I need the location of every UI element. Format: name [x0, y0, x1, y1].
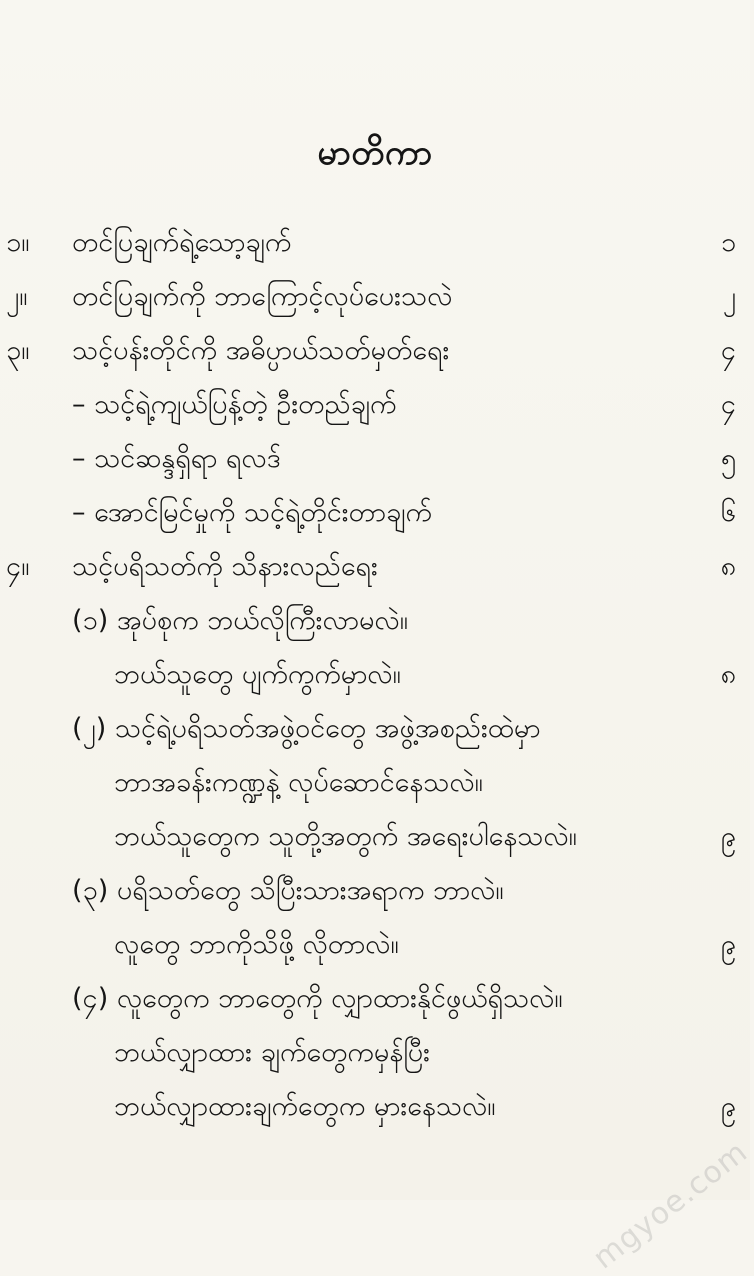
toc-row: [0, 756, 750, 810]
toc-text: ဘာအခန်းကဏ္ဍနဲ့ လုပ်ဆောင်နေသလဲ။: [114, 767, 483, 798]
toc-number: ၂။: [6, 281, 28, 312]
toc-text: ဘယ်လျှာထား ချက်တွေကမှန်ပြီး: [114, 1037, 431, 1068]
toc-page: ၉: [720, 929, 736, 960]
toc-text: (၂) သင့်ရဲ့ပရိသတ်အဖွဲ့ဝင်တွေ အဖွဲ့အစည်းထဲမှာ: [72, 713, 541, 744]
toc-row: [0, 918, 750, 972]
toc-text: တင်ပြချက်ကို ဘာကြောင့်လုပ်ပေးသလဲ: [72, 281, 453, 312]
toc-page: ၅: [720, 443, 736, 474]
toc-text: (၁) အုပ်စုက ဘယ်လိုကြီးလာမလဲ။: [72, 605, 408, 636]
toc-page: ၆: [720, 497, 736, 528]
watermark: mgyoe.com: [586, 1134, 754, 1276]
toc-number: ၄။: [6, 551, 30, 582]
toc-row: [0, 1080, 750, 1134]
toc-page: ၄: [720, 389, 736, 420]
toc-text: တင်ပြချက်ရဲ့သော့ချက်: [72, 227, 292, 258]
toc-page: ၉: [720, 821, 736, 852]
toc-text: (၄) လူတွေက ဘာတွေကို လျှာထားနိုင်ဖွယ်ရှိသလဲ။: [72, 983, 563, 1014]
toc-text: ဘယ်သူတွေ ပျက်ကွက်မှာလဲ။: [114, 659, 401, 690]
toc-row: [0, 216, 750, 270]
toc-row: [0, 486, 750, 540]
toc-page: ၂: [722, 281, 736, 312]
toc-text: – သင်ဆန္ဒရှိရာ ရလဒ်: [72, 443, 281, 474]
toc-page: ၈: [720, 659, 736, 690]
toc-page: ၁: [720, 227, 736, 258]
toc-page: ၉: [720, 1091, 736, 1122]
toc-text: – သင့်ရဲ့ကျယ်ပြန့်တဲ့ ဦးတည်ချက်: [72, 389, 397, 420]
toc-row: [0, 1026, 750, 1080]
toc-number: ၁။: [6, 227, 30, 258]
toc-text: သင့်ပန်းတိုင်ကို အဓိပ္ပာယ်သတ်မှတ်ရေး: [72, 335, 450, 366]
toc-page: ၈: [720, 551, 736, 582]
toc-text: (၃) ပရိသတ်တွေ သိပြီးသားအရာက ဘာလဲ။: [72, 875, 504, 906]
toc-row: [0, 270, 750, 324]
toc-row: [0, 810, 750, 864]
toc-number: ၃။: [6, 335, 30, 366]
toc-row: [0, 702, 750, 756]
toc-row: [0, 648, 750, 702]
toc-row: [0, 864, 750, 918]
toc-row: [0, 324, 750, 378]
toc-text: – အောင်မြင်မှုကို သင့်ရဲ့တိုင်းတာချက်: [72, 497, 432, 528]
toc-text: ဘယ်သူတွေက သူတို့အတွက် အရေးပါနေသလဲ။: [114, 821, 577, 852]
toc-text: ဘယ်လျှာထားချက်တွေက မှားနေသလဲ။: [114, 1091, 496, 1122]
toc-row: [0, 540, 750, 594]
toc-text: လူတွေ ဘာကိုသိဖို့ လိုတာလဲ။: [114, 929, 399, 960]
toc-text: သင့်ပရိသတ်ကို သိနားလည်ရေး: [72, 551, 378, 582]
toc-row: [0, 432, 750, 486]
toc-row: [0, 972, 750, 1026]
toc-page: ၄: [720, 335, 736, 366]
page-title: မာတိကာ: [317, 133, 433, 173]
toc-row: [0, 378, 750, 432]
toc-row: [0, 594, 750, 648]
